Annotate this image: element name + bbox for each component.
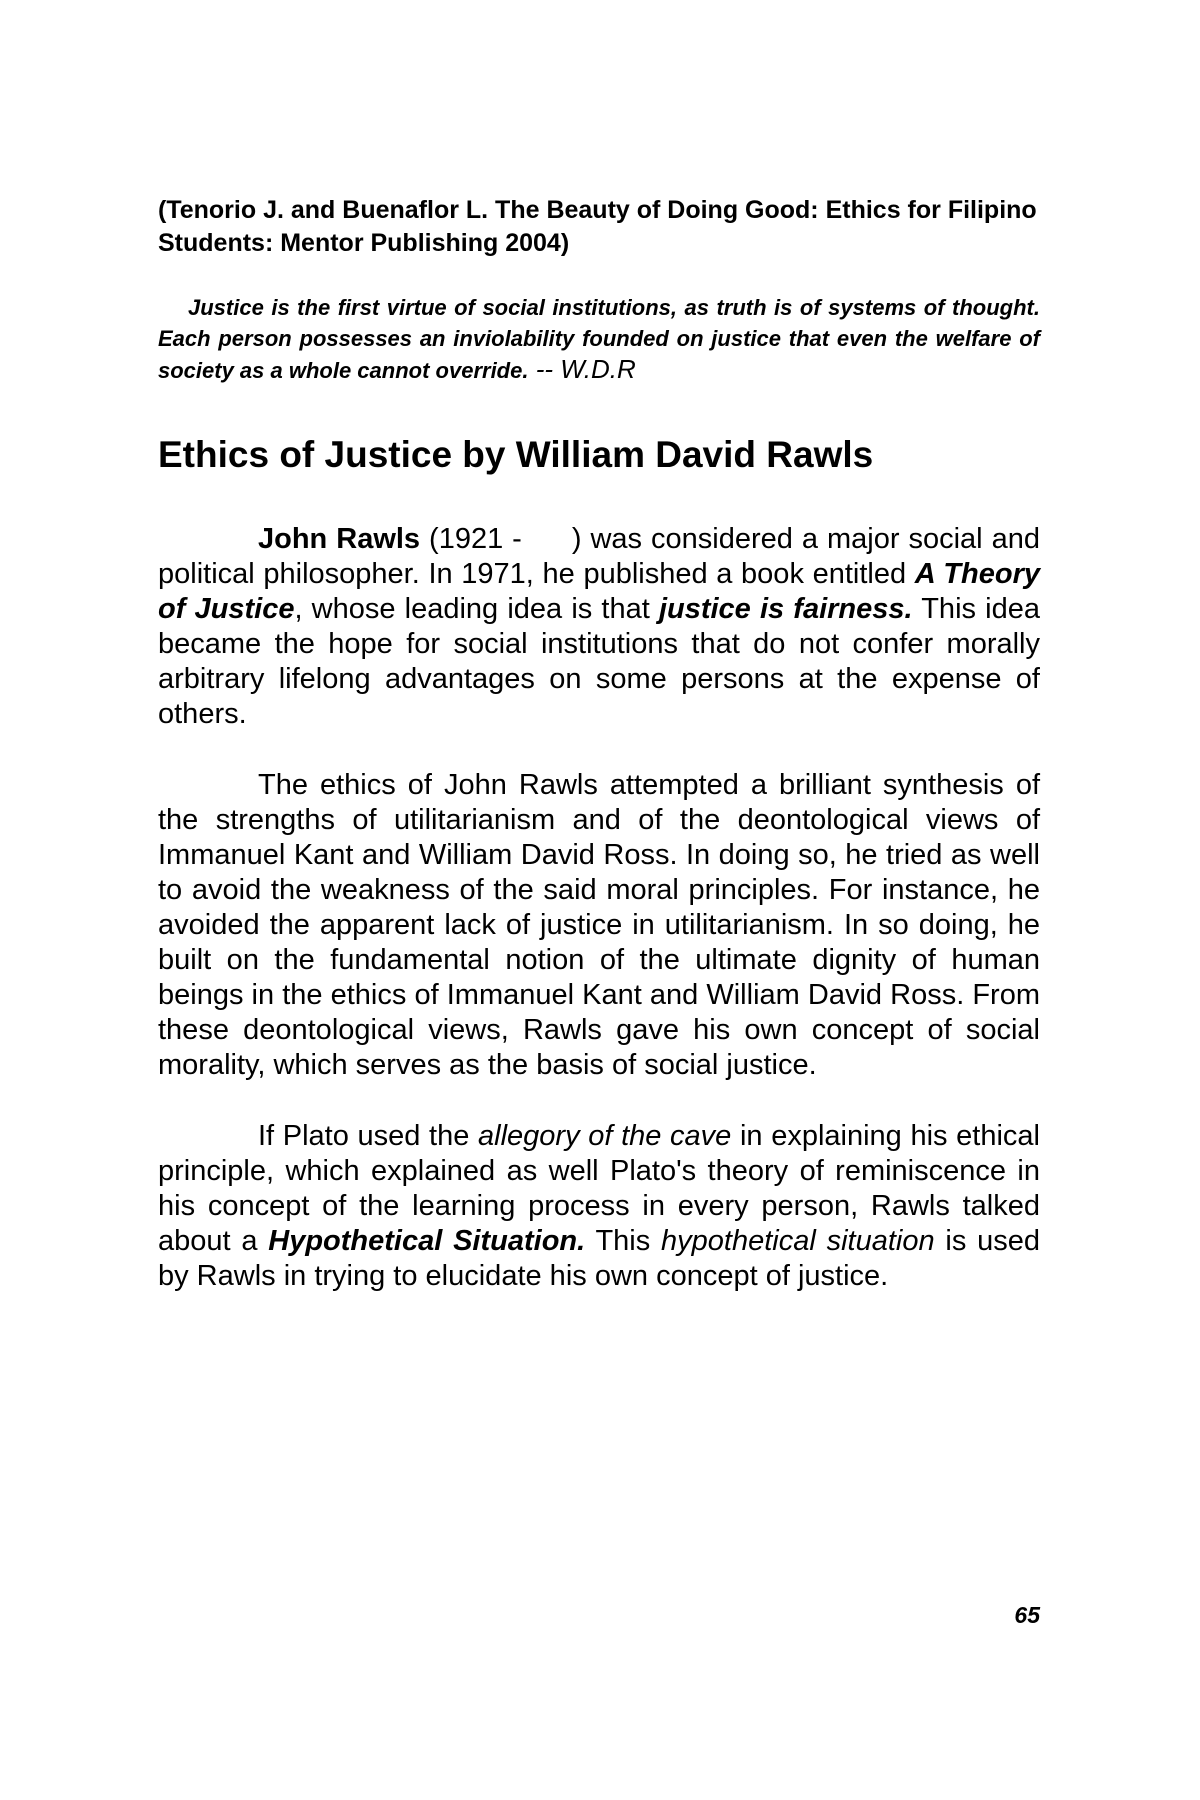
paragraph-1 [158,522,1040,732]
paragraph-3-start: If Plato used the [258,1120,479,1152]
page-number: 65 [1014,1602,1040,1628]
epigraph-attribution: -- W.D.R [528,354,636,384]
document-page [158,194,1040,1294]
allegory-phrase: allegory of the cave [478,1120,732,1152]
epigraph [158,292,1040,386]
hypothetical-situation-bold: Hypothetical Situation. [268,1225,586,1257]
rawls-name: John Rawls [258,523,421,555]
paragraph-1-mid: , whose leading idea is that [294,593,659,625]
rawls-dates-open: (1921 - [420,523,522,555]
epigraph-text: Justice is the first virtue of social institutions, as truth is of systems of thought. Each person possesses an inviolability founded on justice that even the welfare of society as a whole cannot override. [158,295,1040,383]
key-idea: justice is fairness. [658,593,913,625]
paragraph-1-rest: This idea became the hope for social institutions that do not confer morally arbitrary lifelong advantages on some persons at the expense of others. [158,593,1040,730]
citation: (Tenorio J. and Buenaflor L. The Beauty of Doing Good: Ethics for Filipino Students: Mentor Publishing 2004) [158,196,1037,257]
paragraph-3-end: is used by Rawls in trying to elucidate his own concept of justice. [158,1225,1040,1292]
book-title: A Theory of Justice [158,558,1040,625]
paragraph-2: The ethics of John Rawls attempted a brilliant synthesis of the strengths of utilitarianism and of the deontological views of Immanuel Kant and William David Ross. In doing so, he tried as well to avoid the weakness of the said moral principles. For instance, he avoided the apparent lack of justice in utilitarianism. In so doing, he built on the fundamental notion of the ultimate dignity of human beings in the ethics of Immanuel Kant and William David Ross. From these deontological views, Rawls gave his own concept of social morality, which serves as the basis of social justice. [158,769,1040,1081]
paragraph-3 [158,1119,1040,1294]
hypothetical-situation-italic: hypothetical situation [661,1225,935,1257]
paragraph-3-mid-1: in explaining his ethical principle, which explained as well Plato's theory of reminiscence in his concept of the learning process in every person, Rawls talked about a [158,1120,1040,1257]
paragraph-1-intro: ) was considered a major social and political philosopher. In 1971, he published a book entitled [158,523,1040,590]
paragraph-3-mid-2: This [585,1225,662,1257]
section-title: Ethics of Justice by William David Rawls [158,434,874,475]
